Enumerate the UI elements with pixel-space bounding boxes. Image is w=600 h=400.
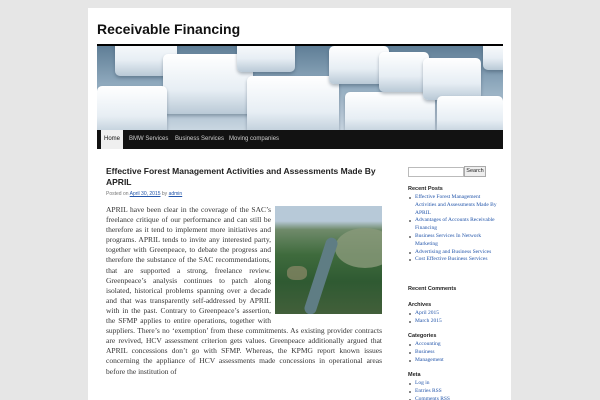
nav-item-home[interactable]: Home	[101, 130, 123, 149]
nav-item-business-services[interactable]: Business Services	[175, 136, 225, 142]
archive-link[interactable]: March 2015	[408, 318, 500, 326]
category-link[interactable]: Management	[408, 357, 500, 365]
recent-post-link[interactable]: Cost Effective Business Services	[408, 256, 500, 264]
category-link[interactable]: Accounting	[408, 341, 500, 349]
category-link[interactable]: Business	[408, 349, 500, 357]
header-banner-image	[97, 46, 503, 130]
categories-list	[408, 341, 500, 364]
recent-post-link[interactable]: Business Services In Network Marketing	[408, 233, 500, 249]
nav-item-bmw-services[interactable]: BMW Services	[129, 136, 169, 142]
search-button[interactable]: Search	[464, 166, 486, 177]
recent-post-link[interactable]: Advantages of Accounts Receivable Financing	[408, 217, 500, 233]
archives-title: Archives	[408, 302, 432, 308]
meta-link-comments-rss[interactable]: Comments RSS	[408, 396, 500, 400]
site-title[interactable]: Receivable Financing	[97, 21, 241, 37]
main-navigation	[97, 130, 503, 149]
recent-posts-list	[408, 194, 500, 264]
meta-list	[408, 380, 500, 400]
recent-post-link[interactable]: Advertising and Business Services	[408, 249, 500, 257]
meta-link-entries-rss[interactable]: Entries RSS	[408, 388, 500, 396]
archives-list	[408, 310, 500, 326]
post-body-text: APRIL have been clear in the coverage of the SAC’s freelance critique of our performance and can still be therefore as it tend to implement more initiatives and programs. APRIL tends to invite any interested party, together with Greenpeace, to debate the progress and therefore the substance of the SAC recommendations, that are supported a strong, freelance review. Greenpeace’s analysis continues to patch along isolated, historical problems spanning over a decade and that was transparently self-addressed by APRIL with in the past. Contrary to Greenpeace’s assertion, the SFMP applies to entire operations, together with suppliers. There’s no ‘exemption’ from these commitments. As existing provider contracts are revived, HCV assessment criterion gets values. Greenpeace additionally argued that APRIL concessions don’t go with SFMP. Whereas, the KPMG report known issues concerning the appliance of HCV assessments made concessions in operational areas before the institution of	[106, 205, 382, 376]
recent-comments-title: Recent Comments	[408, 286, 457, 292]
recent-posts-title: Recent Posts	[408, 186, 443, 192]
page-container	[88, 8, 511, 400]
post-meta-prefix: Posted on	[106, 191, 129, 197]
post-meta-by: by	[161, 191, 168, 197]
search-input[interactable]	[408, 167, 464, 177]
categories-title: Categories	[408, 333, 437, 339]
meta-title: Meta	[408, 372, 421, 378]
nav-item-moving-companies[interactable]: Moving companies	[229, 136, 280, 142]
post-image-forest	[275, 206, 382, 314]
post-title[interactable]: Effective Forest Management Activities and Assessments Made By APRIL	[106, 166, 376, 187]
archive-link[interactable]: April 2015	[408, 310, 500, 318]
post-meta	[106, 191, 182, 197]
recent-post-link[interactable]: Effective Forest Management Activities and Assessments Made By APRIL	[408, 194, 500, 217]
meta-link-login[interactable]: Log in	[408, 380, 500, 388]
post-date-link[interactable]: April 30, 2015	[129, 191, 161, 197]
post-author-link[interactable]: admin	[168, 191, 183, 197]
